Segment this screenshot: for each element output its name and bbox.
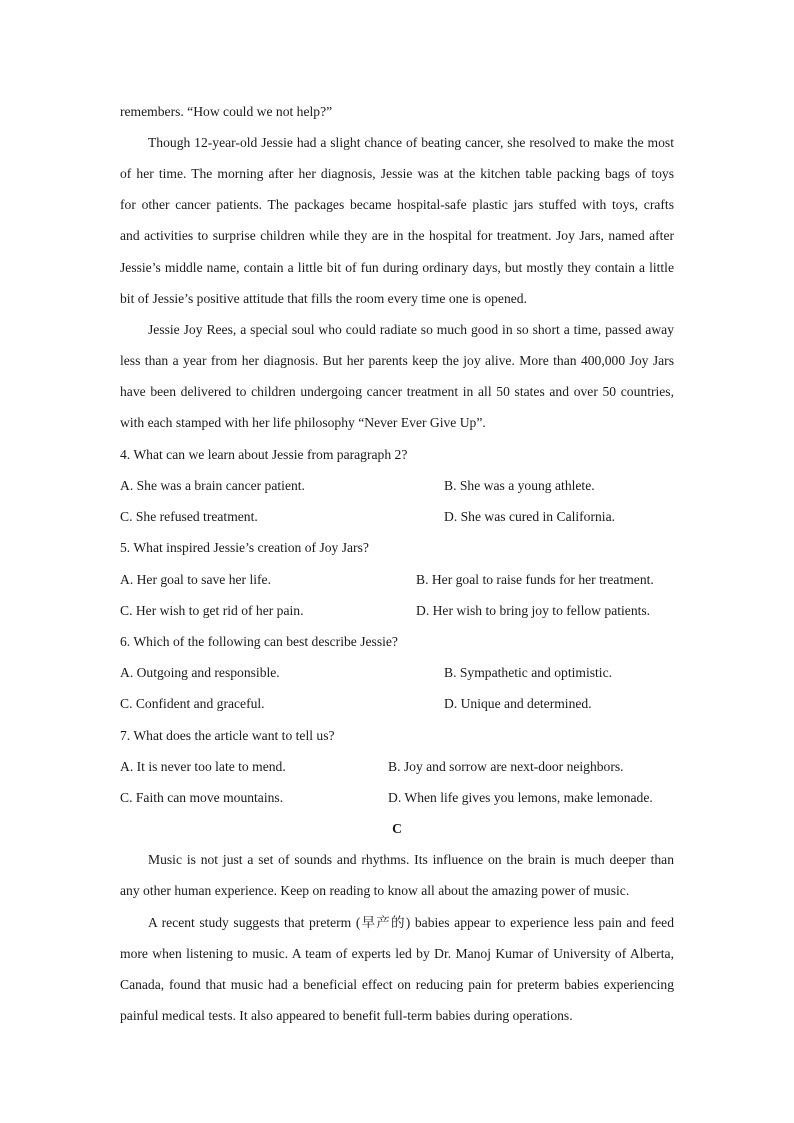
option-a: A. It is never too late to mend. bbox=[120, 759, 286, 774]
option-c: C. Confident and graceful. bbox=[120, 696, 265, 711]
text-line: any other human experience. Keep on reading to know all about the amazing power of music. bbox=[120, 883, 630, 898]
text-line: bit of Jessie’s positive attitude that fills the room every time one is opened. bbox=[120, 291, 527, 306]
text-line: Though 12-year-old Jessie had a slight chance of beating cancer, she resolved to make the most bbox=[148, 135, 674, 150]
option-c: C. Her wish to get rid of her pain. bbox=[120, 603, 304, 618]
text-line: remembers. “How could we not help?” bbox=[120, 104, 333, 119]
option-d: D. When life gives you lemons, make lemonade. bbox=[388, 790, 653, 805]
text-line: and activities to surprise children while they are in the hospital for treatment. Joy Jars, named after bbox=[120, 228, 674, 243]
text-line: for other cancer patients. The packages became hospital-safe plastic jars stuffed with toys, crafts bbox=[120, 197, 674, 212]
text-line: with each stamped with her life philosophy “Never Ever Give Up”. bbox=[120, 415, 486, 430]
text-line: Music is not just a set of sounds and rhythms. Its influence on the brain is much deeper than bbox=[148, 852, 674, 867]
option-d: D. Her wish to bring joy to fellow patients. bbox=[416, 603, 651, 618]
option-b: B. She was a young athlete. bbox=[444, 478, 595, 493]
text-line: A recent study suggests that preterm (早产的) babies appear to experience less pain and feed bbox=[148, 915, 674, 930]
text-line: of her time. The morning after her diagnosis, Jessie was at the kitchen table packing bags of toys bbox=[120, 166, 674, 181]
section-heading: C bbox=[392, 821, 402, 836]
option-b: B. Sympathetic and optimistic. bbox=[444, 665, 613, 680]
option-c: C. She refused treatment. bbox=[120, 509, 258, 524]
option-d: D. Unique and determined. bbox=[444, 696, 592, 711]
question-stem: 7. What does the article want to tell us? bbox=[120, 728, 335, 743]
question-stem: 6. Which of the following can best describe Jessie? bbox=[120, 634, 398, 649]
option-a: A. Her goal to save her life. bbox=[120, 572, 271, 587]
text-line: Canada, found that music had a beneficial effect on reducing pain for preterm babies experiencing bbox=[120, 977, 674, 992]
text-line: have been delivered to children undergoing cancer treatment in all 50 states and over 50 countries, bbox=[120, 384, 674, 399]
option-a: A. Outgoing and responsible. bbox=[120, 665, 280, 680]
text-line: painful medical tests. It also appeared to benefit full-term babies during operations. bbox=[120, 1008, 573, 1023]
option-b: B. Joy and sorrow are next-door neighbors. bbox=[388, 759, 624, 774]
text-line: more when listening to music. A team of experts led by Dr. Manoj Kumar of University of Alberta, bbox=[120, 946, 674, 961]
question-stem: 5. What inspired Jessie’s creation of Joy Jars? bbox=[120, 540, 369, 555]
text-line: Jessie Joy Rees, a special soul who could radiate so much good in so short a time, passed away bbox=[148, 322, 674, 337]
option-d: D. She was cured in California. bbox=[444, 509, 616, 524]
option-b: B. Her goal to raise funds for her treatment. bbox=[416, 572, 654, 587]
option-c: C. Faith can move mountains. bbox=[120, 790, 284, 805]
text-line: less than a year from her diagnosis. But her parents keep the joy alive. More than 400,000 Joy Jars bbox=[120, 353, 674, 368]
option-a: A. She was a brain cancer patient. bbox=[120, 478, 305, 493]
question-stem: 4. What can we learn about Jessie from paragraph 2? bbox=[120, 447, 408, 462]
text-line: Jessie’s middle name, contain a little bit of fun during ordinary days, but mostly they contain a little bbox=[120, 260, 674, 275]
